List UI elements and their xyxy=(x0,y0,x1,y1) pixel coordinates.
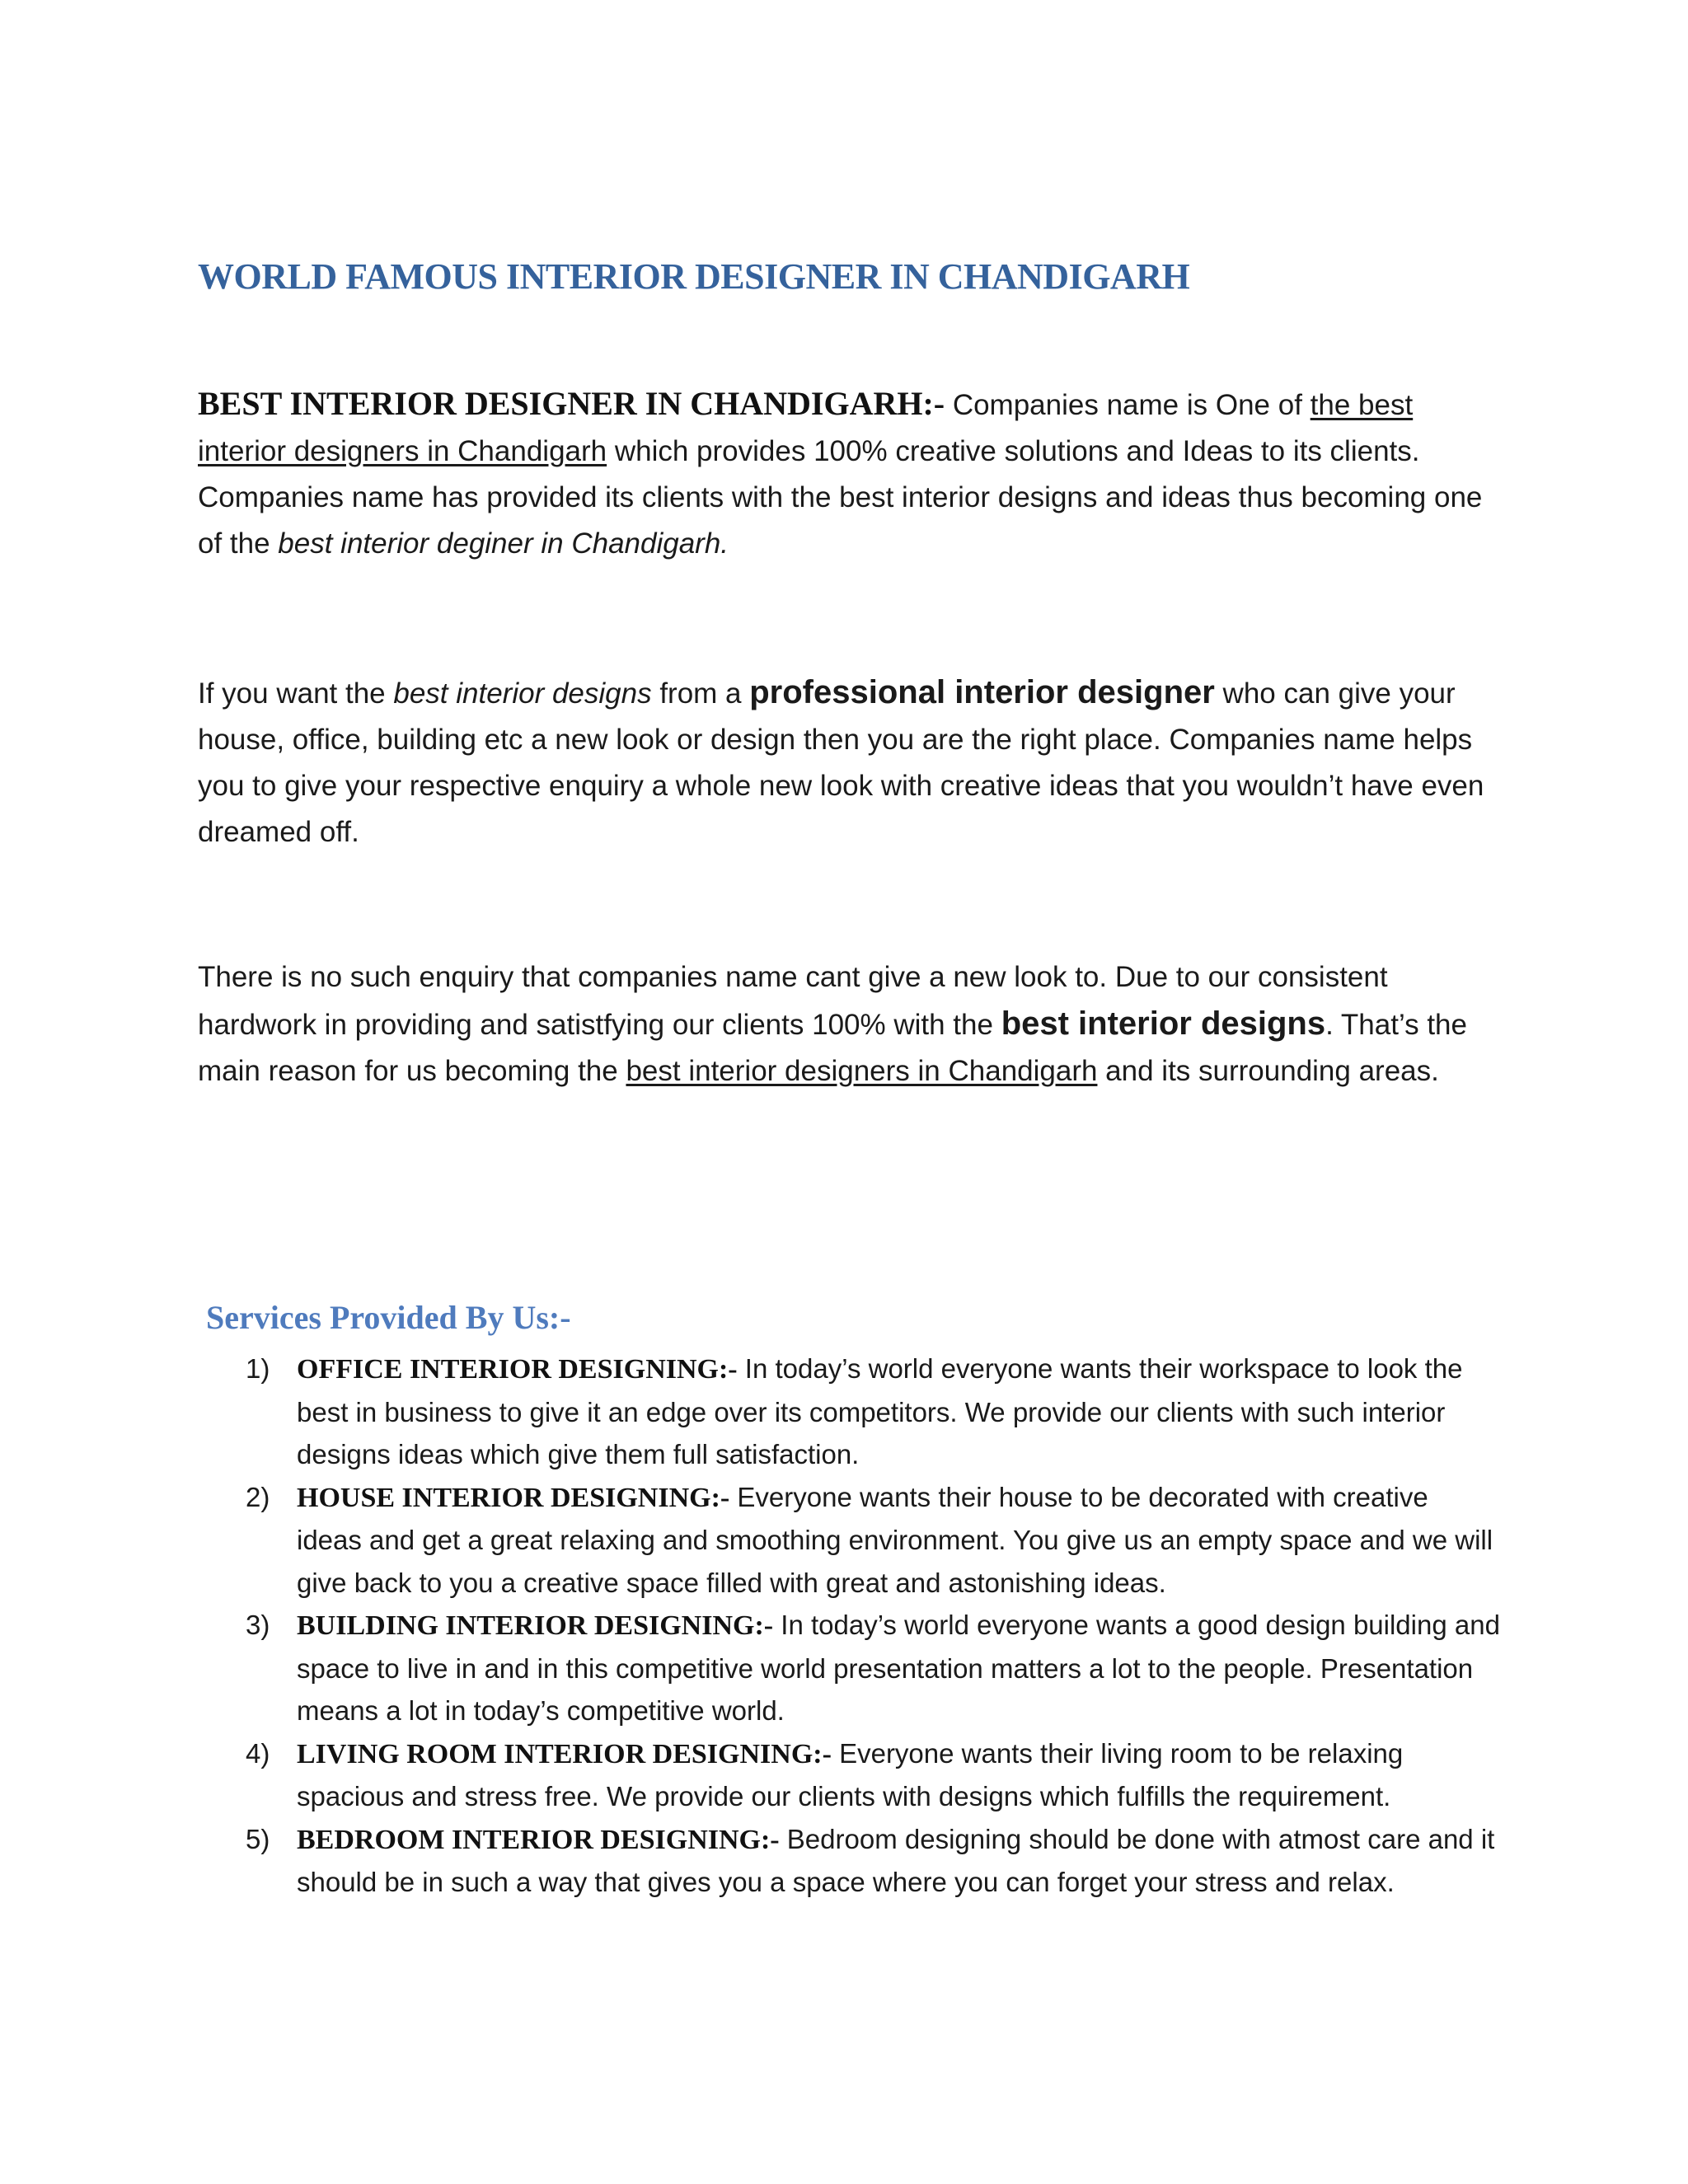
intro-text-1: Companies name is One of xyxy=(945,389,1311,421)
service-text: In today’s world everyone wants their workspace to look the best in business to give it an edge over its competitors. We provide our clients with such interior designs ideas which give them full satisfaction. xyxy=(297,1353,1463,1469)
service-item-living-room xyxy=(198,1732,1500,1818)
intro-lead-heading: BEST INTERIOR DESIGNER IN CHANDIGARH:- xyxy=(198,385,945,422)
service-number: 1) xyxy=(246,1353,270,1384)
para3-text-1: There is no such enquiry that companies name cant give a new look to. Due to our consistent hardwork in providing and satistfying our clients 100% with the xyxy=(198,961,1388,1041)
intro-link[interactable]: the best interior designers in Chandigarh xyxy=(198,389,1414,467)
service-text: In today’s world everyone wants a good design building and space to live in and in this competitive world presentation matters a lot to the people. Presentation means a lot in today’s competitive world. xyxy=(297,1610,1500,1726)
service-number: 2) xyxy=(246,1481,270,1512)
service-item-house xyxy=(198,1476,1500,1605)
service-item-office xyxy=(198,1347,1500,1476)
services-list xyxy=(198,1347,1500,1904)
para3-link[interactable]: best interior designers in Chandigarh xyxy=(626,1055,1098,1087)
para3-bold: best interior designs xyxy=(1001,1005,1326,1042)
services-heading: Services Provided By Us:- xyxy=(206,1299,571,1336)
para2-text-3: who can give your house, office, building etc a new look or design then you are the right place. Companies name helps you to give your respective enquiry a whole new look with creative ideas that you wouldn’t have even dreamed off. xyxy=(198,677,1484,848)
service-text: Everyone wants their house to be decorated with creative ideas and get a great relaxing and smoothing environment. You give us an empty space and we will give back to you a creative space filled with great and astonishing ideas. xyxy=(297,1481,1493,1598)
service-number: 4) xyxy=(246,1737,270,1769)
intro-paragraph xyxy=(198,381,1500,567)
para2-text-1: If you want the xyxy=(198,677,394,710)
service-item-bedroom xyxy=(198,1818,1500,1904)
para2-text-2: from a xyxy=(651,677,750,710)
third-paragraph xyxy=(198,954,1500,1094)
service-title: BUILDING INTERIOR DESIGNING:- xyxy=(297,1610,774,1641)
para2-bold: professional interior designer xyxy=(749,674,1215,710)
para3-text-3: and its surrounding areas. xyxy=(1097,1055,1439,1087)
service-title: HOUSE INTERIOR DESIGNING:- xyxy=(297,1482,730,1513)
service-item-building xyxy=(198,1604,1500,1732)
intro-text-2: which provides 100% creative solutions and Ideas to its clients. Companies name has provided its clients with the best interior designs and ideas thus becoming one of the xyxy=(198,435,1483,560)
service-text: Bedroom designing should be done with atmost care and it should be in such a way that gives you a space where you can forget your stress and relax. xyxy=(297,1823,1495,1897)
para2-italic: best interior designs xyxy=(393,677,652,710)
second-paragraph xyxy=(198,669,1500,855)
service-number: 5) xyxy=(246,1823,270,1854)
service-title: LIVING ROOM INTERIOR DESIGNING:- xyxy=(297,1738,832,1769)
service-title: OFFICE INTERIOR DESIGNING:- xyxy=(297,1354,738,1385)
intro-italic: best interior deginer in Chandigarh. xyxy=(278,527,729,560)
service-number: 3) xyxy=(246,1610,270,1640)
service-title: BEDROOM INTERIOR DESIGNING:- xyxy=(297,1824,780,1855)
para3-text-2: . That’s the main reason for us becoming the xyxy=(198,1009,1467,1087)
service-text: Everyone wants their living room to be relaxing spacious and stress free. We provide our clients with designs which fulfills the requirement. xyxy=(297,1737,1404,1811)
page-title: WORLD FAMOUS INTERIOR DESIGNER IN CHANDIGARH xyxy=(198,256,1190,297)
